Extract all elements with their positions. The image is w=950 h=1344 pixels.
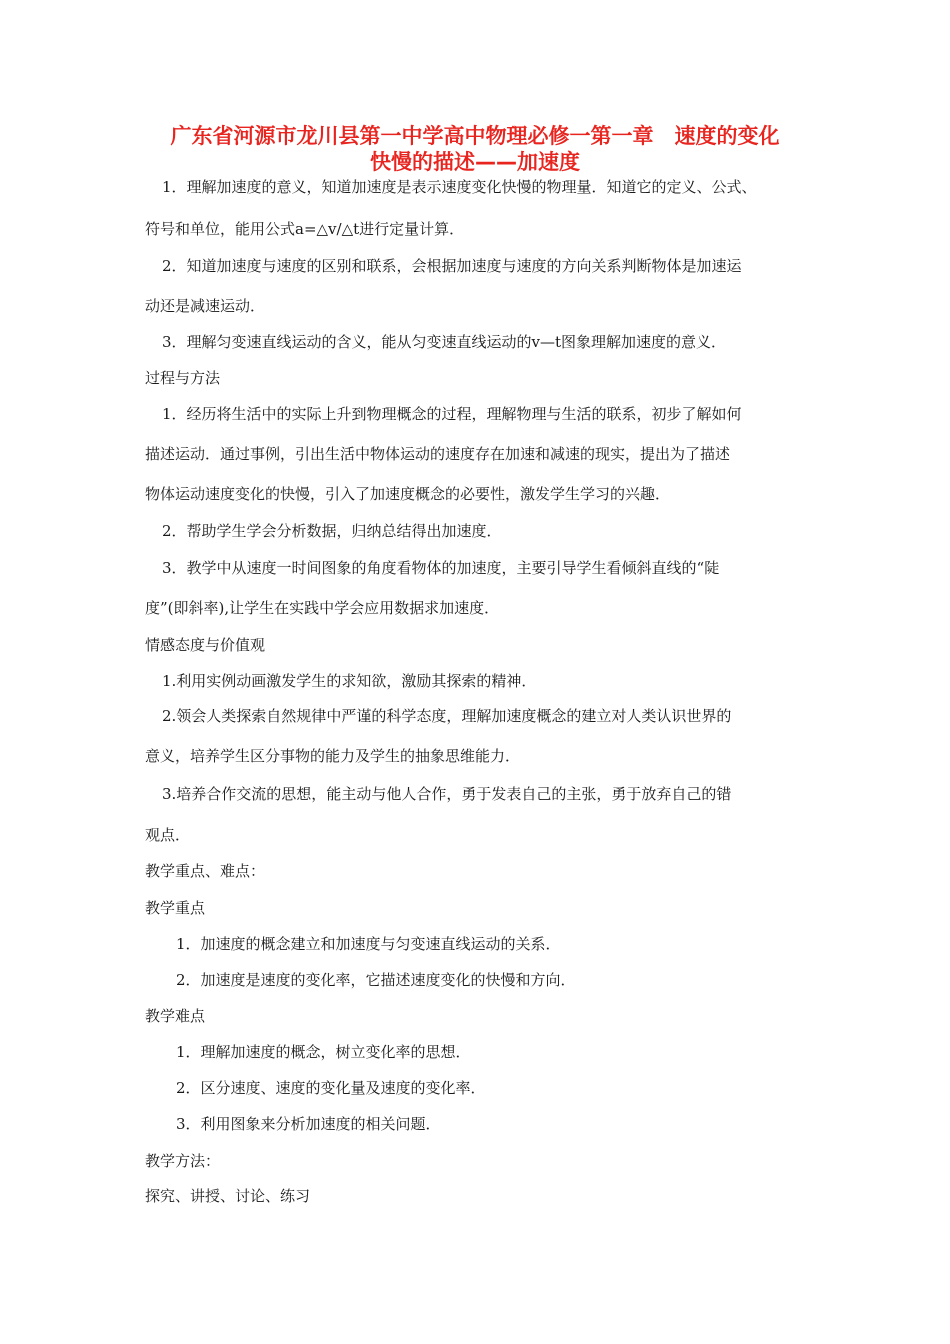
- objective-1-line-1: 1．理解加速度的意义，知道加速度是表示速度变化快慢的物理量．知道它的定义、公式、: [162, 178, 757, 196]
- key-point-2: 2．加速度是速度的变化率，它描述速度变化的快慢和方向．: [176, 971, 576, 989]
- objective-2-line-1: 2．知道加速度与速度的区别和联系，会根据加速度与速度的方向关系判断物体是加速运: [162, 257, 742, 275]
- objective-3: 3．理解匀变速直线运动的含义，能从匀变速直线运动的v—t图象理解加速度的意义．: [162, 333, 727, 351]
- process-3-line-2: 度”(即斜率),让学生在实践中学会应用数据求加速度．: [145, 599, 500, 617]
- difficult-point-1: 1．理解加速度的概念，树立变化率的思想．: [176, 1043, 471, 1061]
- process-1-line-2: 描述运动．通过事例，引出生活中物体运动的速度存在加速和减速的现实，提出为了描述: [145, 445, 731, 463]
- section-heading-key-points: 教学重点: [145, 899, 206, 917]
- emotion-1: 1.利用实例动画激发学生的求知欲，激励其探索的精神．: [162, 672, 537, 690]
- objective-1-line-2: 符号和单位，能用公式a=△v/△t进行定量计算．: [145, 220, 465, 238]
- document-title-line-1: 广东省河源市龙川县第一中学高中物理必修一第一章 速度的变化: [170, 124, 780, 148]
- teaching-methods: 探究、讲授、讨论、练习: [145, 1187, 311, 1205]
- difficult-point-2: 2．区分速度、速度的变化量及速度的变化率．: [176, 1079, 486, 1097]
- process-1-line-1: 1．经历将生活中的实际上升到物理概念的过程，理解物理与生活的联系，初步了解如何: [162, 405, 742, 423]
- emotion-3-line-1: 3.培养合作交流的思想，能主动与他人合作，勇于发表自己的主张，勇于放弃自己的错: [162, 785, 732, 803]
- section-heading-method: 教学方法：: [145, 1152, 221, 1170]
- section-heading-key-difficult: 教学重点、难点：: [145, 862, 266, 880]
- section-heading-difficult-points: 教学难点: [145, 1007, 206, 1025]
- document-title-line-2: 快慢的描述——加速度: [370, 150, 580, 174]
- emotion-3-line-2: 观点．: [145, 826, 191, 844]
- key-point-1: 1．加速度的概念建立和加速度与匀变速直线运动的关系．: [176, 935, 561, 953]
- process-3-line-1: 3．教学中从速度一时间图象的角度看物体的加速度，主要引导学生看倾斜直线的“陡: [162, 559, 720, 577]
- process-2: 2．帮助学生学会分析数据，归纳总结得出加速度．: [162, 522, 502, 540]
- difficult-point-3: 3．利用图象来分析加速度的相关问题．: [176, 1115, 441, 1133]
- emotion-2-line-2: 意义，培养学生区分事物的能力及学生的抽象思维能力．: [145, 747, 521, 765]
- process-1-line-3: 物体运动速度变化的快慢，引入了加速度概念的必要性，激发学生学习的兴趣．: [145, 485, 671, 503]
- section-heading-process: 过程与方法: [145, 369, 221, 387]
- objective-2-line-2: 动还是减速运动．: [145, 297, 266, 315]
- section-heading-emotion: 情感态度与价值观: [145, 636, 266, 654]
- emotion-2-line-1: 2.领会人类探索自然规律中严谨的科学态度，理解加速度概念的建立对人类认识世界的: [162, 707, 732, 725]
